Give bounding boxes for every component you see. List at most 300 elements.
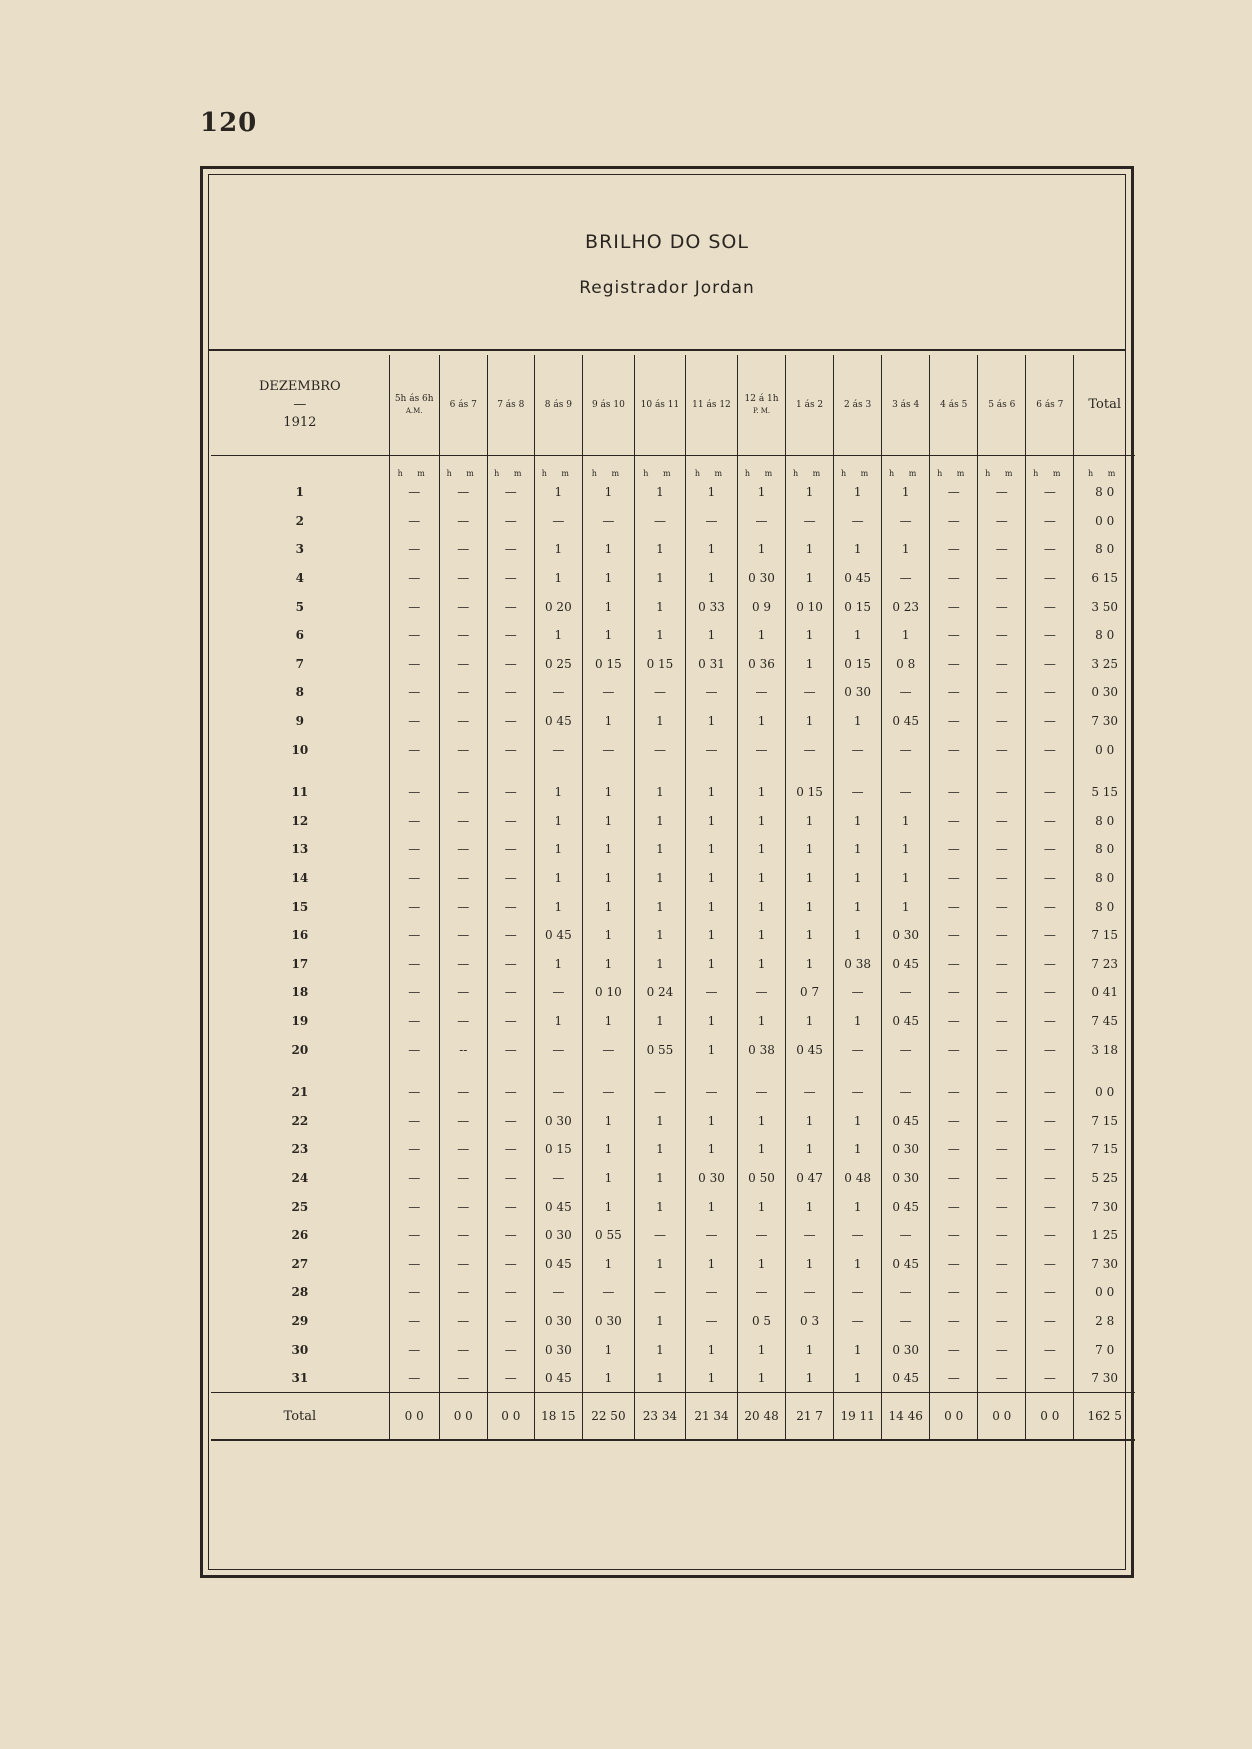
hour-value-cell: — [882,735,930,764]
table-row [211,764,1135,807]
column-total-cell: 0 0 [439,1393,487,1441]
hour-value-cell: 1 [786,1335,834,1364]
table-row [211,592,1135,621]
hour-value-cell: — [738,978,786,1007]
hour-value-cell: — [978,1335,1026,1364]
table-row [211,1278,1135,1307]
hour-value-cell: 1 [534,864,582,893]
day-cell: 14 [291,871,309,886]
hour-value-cell: — [978,864,1026,893]
hour-value-cell: 1 [738,478,786,507]
column-total-cell: 0 0 [487,1393,534,1441]
hour-value-cell: 1 [582,592,634,621]
hour-value-cell: 1 [534,950,582,979]
hour-value-cell: — [1026,507,1074,536]
hour-value-cell: 1 [685,535,737,564]
hour-value-cell: 1 [534,764,582,807]
column-total-cell: 23 34 [634,1393,685,1441]
hour-value-cell: — [634,1221,685,1250]
hour-value-cell: 1 [834,1007,882,1036]
hour-column-header [685,355,737,456]
unit-label: h m [930,456,978,479]
hour-value-cell: 1 [738,535,786,564]
hour-value-cell: — [1026,864,1074,893]
hour-value-cell: 1 [738,1135,786,1164]
hour-value-cell: 1 [685,1106,737,1135]
column-total-cell: 0 0 [1026,1393,1074,1441]
hour-value-cell: — [487,1106,534,1135]
hour-value-cell: 1 [634,892,685,921]
hour-value-cell: — [1026,1249,1074,1278]
hour-value-cell: — [978,650,1026,679]
day-total-cell: 8 0 [1074,892,1135,921]
hour-value-cell: 1 [634,1135,685,1164]
day-total-cell: 7 30 [1074,1364,1135,1393]
hour-value-cell: 1 [634,621,685,650]
hour-value-cell: 1 [882,807,930,836]
hour-column-header [834,355,882,456]
hour-value-cell: 1 [834,1192,882,1221]
hour-value-cell: 0 30 [882,1135,930,1164]
hour-value-cell: 1 [882,535,930,564]
hour-value-cell: 1 [786,621,834,650]
day-total-cell: 7 23 [1074,950,1135,979]
hour-value-cell: — [930,478,978,507]
hour-value-cell: — [534,1278,582,1307]
hour-value-cell: — [487,707,534,736]
unit-label: h m [685,456,737,479]
hour-value-cell: — [634,507,685,536]
hour-value-cell: 1 [786,478,834,507]
hour-value-cell: — [786,1278,834,1307]
hour-value-cell: — [634,678,685,707]
hour-value-cell: — [534,507,582,536]
hour-column-label: 7 ás 8 [497,400,525,410]
hour-value-cell: — [389,1335,439,1364]
hour-value-cell: — [439,1164,487,1193]
hour-value-cell: — [439,707,487,736]
hour-value-cell: — [978,1164,1026,1193]
hour-value-cell: 1 [634,1335,685,1364]
hour-value-cell: — [1026,735,1074,764]
unit-label: h m [1026,456,1074,479]
hour-value-cell: 1 [834,478,882,507]
hour-column-sub: A.M. [405,407,423,415]
table-row [211,650,1135,679]
hour-value-cell: — [930,1135,978,1164]
hour-value-cell: — [487,864,534,893]
hour-value-cell: — [978,507,1026,536]
day-cell: 11 [291,785,309,800]
hour-column-label: 12 á 1h [744,394,779,404]
day-total-cell: 0 0 [1074,507,1135,536]
hour-value-cell: 1 [786,650,834,679]
hour-value-cell: 0 45 [882,1007,930,1036]
page-number: 120 [200,108,258,138]
hour-value-cell: 0 45 [882,1364,930,1393]
hour-value-cell: — [389,864,439,893]
hour-value-cell: 1 [582,835,634,864]
day-cell: 4 [295,571,305,586]
hour-value-cell: 0 50 [738,1164,786,1193]
day-cell: 31 [291,1371,309,1386]
hour-value-cell: — [786,678,834,707]
hour-value-cell: — [1026,621,1074,650]
hour-value-cell: 1 [834,1364,882,1393]
hour-value-cell: — [439,1007,487,1036]
table-row [211,507,1135,536]
hour-value-cell: — [439,1192,487,1221]
day-cell: 10 [291,742,309,757]
hour-value-cell: — [439,835,487,864]
hour-value-cell: 1 [634,1007,685,1036]
hour-column-header [634,355,685,456]
unit-label: h m [487,456,534,479]
hour-value-cell: — [439,535,487,564]
hour-value-cell: 1 [834,835,882,864]
hour-value-cell: — [978,921,1026,950]
hour-value-cell: — [930,864,978,893]
hour-column-label: 3 ás 4 [892,400,920,410]
hour-value-cell: — [487,1278,534,1307]
hour-value-cell: — [882,678,930,707]
hour-value-cell: — [582,678,634,707]
hour-value-cell: 0 45 [882,1192,930,1221]
unit-label: h m [389,456,439,479]
hour-value-cell: — [487,1164,534,1193]
hour-value-cell: 1 [834,707,882,736]
hour-value-cell: 1 [786,1135,834,1164]
hour-value-cell: 0 8 [882,650,930,679]
hour-value-cell: — [389,950,439,979]
hour-value-cell: 1 [582,535,634,564]
column-total-cell: 18 15 [534,1393,582,1441]
hour-value-cell: 1 [534,478,582,507]
unit-label: h m [582,456,634,479]
hour-value-cell: — [882,1035,930,1064]
hour-value-cell: — [582,1035,634,1064]
hour-value-cell: -- [439,1035,487,1064]
hour-value-cell: — [439,764,487,807]
hour-value-cell: — [930,1164,978,1193]
month-header-month: DEZEMBRO [258,379,341,394]
table-row [211,1164,1135,1193]
hour-value-cell: — [834,735,882,764]
hour-value-cell: — [1026,1335,1074,1364]
hour-value-cell: 1 [685,1135,737,1164]
table-frame [200,166,1134,1578]
hour-value-cell: — [1026,1135,1074,1164]
hour-value-cell: 1 [738,921,786,950]
hour-value-cell: — [389,1007,439,1036]
table-row [211,807,1135,836]
hour-value-cell: — [389,1192,439,1221]
column-total-cell: 19 11 [834,1393,882,1441]
hour-value-cell: — [439,978,487,1007]
hour-value-cell: 1 [534,564,582,593]
hour-value-cell: 1 [634,921,685,950]
day-total-cell: 7 30 [1074,707,1135,736]
day-total-cell: 1 25 [1074,1221,1135,1250]
hour-value-cell: — [738,678,786,707]
hour-value-cell: 0 30 [834,678,882,707]
hour-value-cell: 1 [634,478,685,507]
hour-value-cell: — [634,1064,685,1107]
table-row [211,564,1135,593]
day-total-cell: 0 41 [1074,978,1135,1007]
hour-value-cell: 1 [738,864,786,893]
hour-value-cell: 1 [786,1249,834,1278]
day-total-cell: 5 15 [1074,764,1135,807]
hour-value-cell: — [534,678,582,707]
table-row [211,678,1135,707]
unit-label: h m [634,456,685,479]
hour-value-cell: — [389,835,439,864]
hour-value-cell: 1 [634,807,685,836]
hour-value-cell: 1 [786,1007,834,1036]
hour-value-cell: 0 45 [534,1249,582,1278]
table-row [211,921,1135,950]
hour-value-cell: 1 [685,1335,737,1364]
hour-value-cell: — [930,621,978,650]
unit-label: h m [738,456,786,479]
hour-value-cell: — [439,478,487,507]
hour-value-cell: — [439,1335,487,1364]
hour-value-cell: — [882,1307,930,1336]
hour-value-cell: — [487,735,534,764]
hour-value-cell: — [786,735,834,764]
hour-column-header [439,355,487,456]
hour-value-cell: — [834,978,882,1007]
hour-value-cell: — [1026,1221,1074,1250]
hour-value-cell: — [930,1035,978,1064]
hour-value-cell: — [439,678,487,707]
hour-value-cell: — [1026,650,1074,679]
hour-value-cell: 1 [685,835,737,864]
unit-row-blank [211,456,389,479]
day-total-cell: 7 30 [1074,1192,1135,1221]
day-total-cell: 3 25 [1074,650,1135,679]
hour-value-cell: 1 [786,1364,834,1393]
hour-value-cell: — [930,1249,978,1278]
hour-value-cell: — [1026,1035,1074,1064]
day-cell: 9 [295,714,305,729]
hour-value-cell: — [978,535,1026,564]
hour-value-cell: 1 [582,764,634,807]
hour-value-cell: 1 [786,950,834,979]
hour-value-cell: 0 30 [882,1164,930,1193]
hour-value-cell: — [930,507,978,536]
unit-label: h m [834,456,882,479]
hour-value-cell: 1 [582,1164,634,1193]
hour-value-cell: 0 15 [534,1135,582,1164]
hour-value-cell: — [389,678,439,707]
hour-value-cell: — [930,892,978,921]
hour-column-label: 9 ás 10 [591,400,625,410]
hour-value-cell: — [978,1035,1026,1064]
hour-value-cell: — [1026,764,1074,807]
day-total-cell: 3 50 [1074,592,1135,621]
hour-value-cell: — [978,764,1026,807]
hour-value-cell: — [439,564,487,593]
hour-value-cell: — [389,707,439,736]
hour-value-cell: 1 [738,1335,786,1364]
hour-value-cell: 1 [834,1249,882,1278]
column-total-cell: 22 50 [582,1393,634,1441]
hour-value-cell: 1 [786,564,834,593]
hour-value-cell: — [1026,921,1074,950]
hour-value-cell: — [487,1335,534,1364]
day-total-cell: 3 18 [1074,1035,1135,1064]
hour-value-cell: 1 [685,478,737,507]
day-cell: 22 [291,1113,309,1128]
day-total-cell: 8 0 [1074,478,1135,507]
hour-value-cell: — [978,564,1026,593]
day-cell: 25 [291,1199,309,1214]
day-cell: 18 [291,985,309,1000]
hour-value-cell: 0 55 [634,1035,685,1064]
month-header [211,355,389,456]
hour-value-cell: — [834,1307,882,1336]
hour-value-cell: 0 30 [882,1335,930,1364]
hour-value-cell: — [487,678,534,707]
hour-value-cell: — [389,1307,439,1336]
hour-value-cell: — [1026,1278,1074,1307]
hour-value-cell: — [439,950,487,979]
hour-value-cell: — [930,535,978,564]
hour-value-cell: — [738,1064,786,1107]
column-total-cell: 0 0 [389,1393,439,1441]
hour-value-cell: — [930,921,978,950]
hour-value-cell: — [978,1135,1026,1164]
day-total-cell: 2 8 [1074,1307,1135,1336]
month-header-year: 1912 [283,415,317,430]
hour-value-cell: 0 30 [685,1164,737,1193]
hour-value-cell: — [882,1221,930,1250]
hour-value-cell: 1 [634,1307,685,1336]
day-cell: 23 [291,1142,309,1157]
hour-value-cell: 0 47 [786,1164,834,1193]
hour-value-cell: — [487,892,534,921]
day-cell: 26 [291,1228,309,1243]
hour-value-cell: — [487,835,534,864]
hour-value-cell: 1 [582,1135,634,1164]
hour-value-cell: — [439,864,487,893]
hour-value-cell: 1 [738,621,786,650]
day-cell: 21 [291,1085,309,1100]
hour-value-cell: — [634,1278,685,1307]
hour-value-cell: — [487,1364,534,1393]
table-row [211,1364,1135,1393]
hour-value-cell: — [930,1335,978,1364]
hour-value-cell: 1 [786,835,834,864]
hour-value-cell: 1 [882,478,930,507]
total-column-header: Total [1074,355,1135,456]
hour-value-cell: 1 [634,1192,685,1221]
hour-value-cell: — [389,1278,439,1307]
hour-value-cell: 1 [738,892,786,921]
hour-value-cell: 1 [786,807,834,836]
hour-value-cell: 0 45 [882,950,930,979]
hour-value-cell: — [487,592,534,621]
hour-value-cell: 1 [582,921,634,950]
hour-column-header [582,355,634,456]
hour-value-cell: — [930,1192,978,1221]
hour-value-cell: 1 [582,1106,634,1135]
table-row [211,864,1135,893]
hour-value-cell: 0 30 [738,564,786,593]
unit-label: h m [786,456,834,479]
hour-value-cell: — [978,807,1026,836]
hour-value-cell: 1 [685,707,737,736]
hour-value-cell: 1 [582,478,634,507]
hour-value-cell: — [487,1307,534,1336]
day-cell: 7 [295,656,305,671]
hour-value-cell: — [978,707,1026,736]
total-row [211,1393,1135,1441]
hour-value-cell: — [487,1221,534,1250]
hour-value-cell: — [534,1064,582,1107]
day-total-cell: 7 15 [1074,1106,1135,1135]
hour-value-cell: — [978,978,1026,1007]
hour-value-cell: — [930,764,978,807]
day-total-cell: 0 30 [1074,678,1135,707]
day-cell: 13 [291,842,309,857]
hour-value-cell: — [487,1135,534,1164]
hour-value-cell: 1 [534,535,582,564]
day-total-cell: 6 15 [1074,564,1135,593]
hour-value-cell: 0 10 [786,592,834,621]
hour-value-cell: 1 [582,1192,634,1221]
month-header-dash: — [293,397,307,412]
hour-value-cell: 0 38 [834,950,882,979]
hour-column-header [1026,355,1074,456]
day-cell: 19 [291,1013,309,1028]
hour-value-cell: 0 23 [882,592,930,621]
hour-value-cell: — [882,564,930,593]
hour-value-cell: 1 [634,535,685,564]
hour-value-cell: 1 [634,1364,685,1393]
hour-value-cell: 1 [582,1335,634,1364]
table-row [211,1007,1135,1036]
hour-value-cell: — [487,764,534,807]
hour-value-cell: — [1026,707,1074,736]
hour-value-cell: — [389,1035,439,1064]
hour-value-cell: — [834,1278,882,1307]
hour-value-cell: — [978,592,1026,621]
hour-value-cell: — [1026,564,1074,593]
hour-value-cell: 1 [634,1106,685,1135]
hour-value-cell: 1 [685,1035,737,1064]
hour-value-cell: — [1026,835,1074,864]
hour-value-cell: 1 [882,835,930,864]
day-cell: 15 [291,899,309,914]
hour-value-cell: 1 [738,1007,786,1036]
hour-value-cell: — [738,1278,786,1307]
hour-value-cell: — [930,1364,978,1393]
hour-value-cell: — [786,507,834,536]
hour-value-cell: 0 45 [534,921,582,950]
total-row-label: Total [211,1393,389,1441]
hour-value-cell: — [834,764,882,807]
day-total-cell: 7 30 [1074,1249,1135,1278]
hour-value-cell: — [389,1064,439,1107]
hour-value-cell: — [1026,1307,1074,1336]
hour-value-cell: — [978,1106,1026,1135]
hour-value-cell: — [439,1278,487,1307]
hour-value-cell: — [930,1007,978,1036]
day-cell: 6 [295,628,305,643]
